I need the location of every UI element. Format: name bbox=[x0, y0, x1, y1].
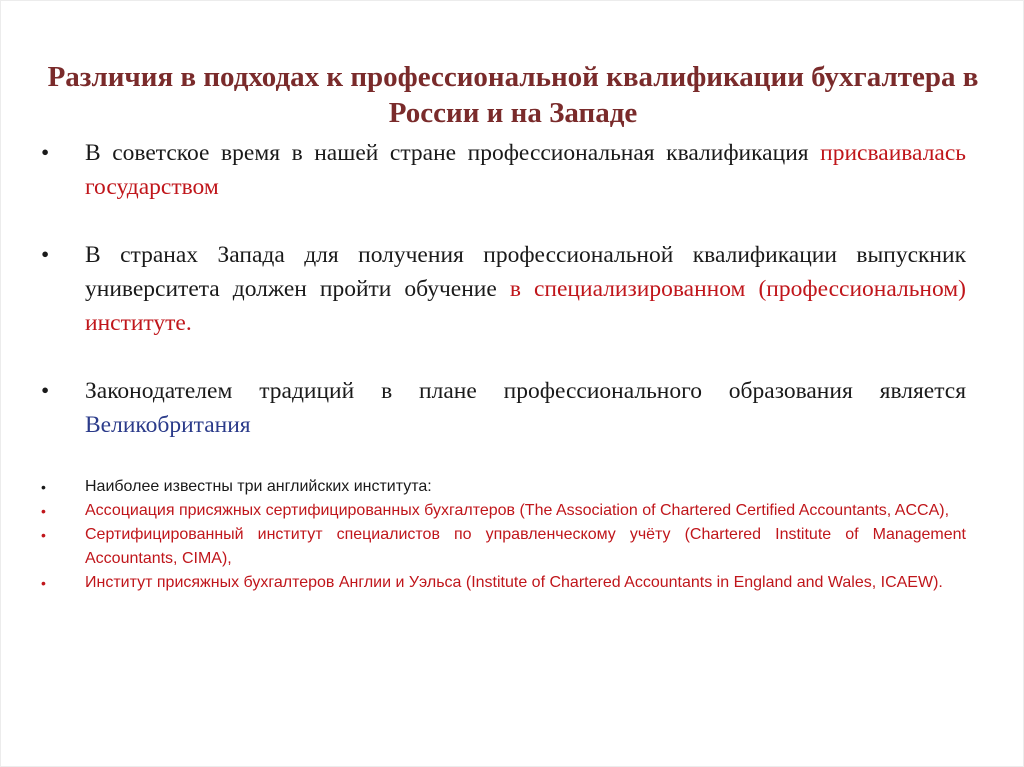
bullet-text: В странах Запада для получения профессиональной квалификации выпускник университета должен пройти обучение bbox=[85, 242, 966, 302]
bullet-item-britain bbox=[41, 374, 966, 442]
bullet-dot-icon: • bbox=[41, 242, 50, 268]
slide-title: Различия в подходах к профессиональной квалификации бухгалтера в России и на Западе bbox=[47, 61, 979, 129]
institutes-intro-text: Наиболее известны три английских института: bbox=[85, 478, 432, 495]
institutes-list bbox=[41, 475, 966, 595]
bullet-item-west bbox=[41, 238, 966, 340]
bullet-dot-icon: • bbox=[41, 140, 50, 166]
institute-item-icaew bbox=[41, 571, 966, 595]
bullet-dot-icon: • bbox=[41, 503, 46, 519]
bullet-dot-icon: • bbox=[41, 575, 46, 591]
institute-item-cima bbox=[41, 523, 966, 571]
bullet-dot-icon: • bbox=[41, 479, 46, 495]
bullet-dot-icon: • bbox=[41, 378, 50, 404]
bullet-dot-icon: • bbox=[41, 527, 46, 543]
institute-text: Институт присяжных бухгалтеров Англии и Уэльса (Institute of Chartered Accountants in England and Wales, ICAEW). bbox=[85, 574, 943, 591]
bullet-text: В советское время в нашей стране профессиональная квалификация bbox=[85, 140, 821, 166]
bullet-highlight: в специализированном (профессиональном) институте. bbox=[85, 276, 967, 336]
bullet-highlight: Великобритания bbox=[85, 412, 251, 438]
bullet-text: Законодателем традиций в плане профессионального образования является bbox=[85, 378, 966, 404]
main-bullet-list bbox=[41, 136, 966, 442]
institutes-intro bbox=[41, 475, 966, 499]
bullet-highlight: присваивалась государством bbox=[85, 140, 966, 200]
bullet-item-soviet bbox=[41, 136, 966, 204]
institute-item-acca bbox=[41, 499, 966, 523]
institute-text: Ассоциация присяжных сертифицированных бухгалтеров (The Association of Chartered Certified Accountants, ACCA), bbox=[85, 502, 950, 519]
institute-text: Сертифицированный институт специалистов по управленческому учёту (Chartered Institute of Management Accountants, CIMA), bbox=[85, 526, 966, 567]
